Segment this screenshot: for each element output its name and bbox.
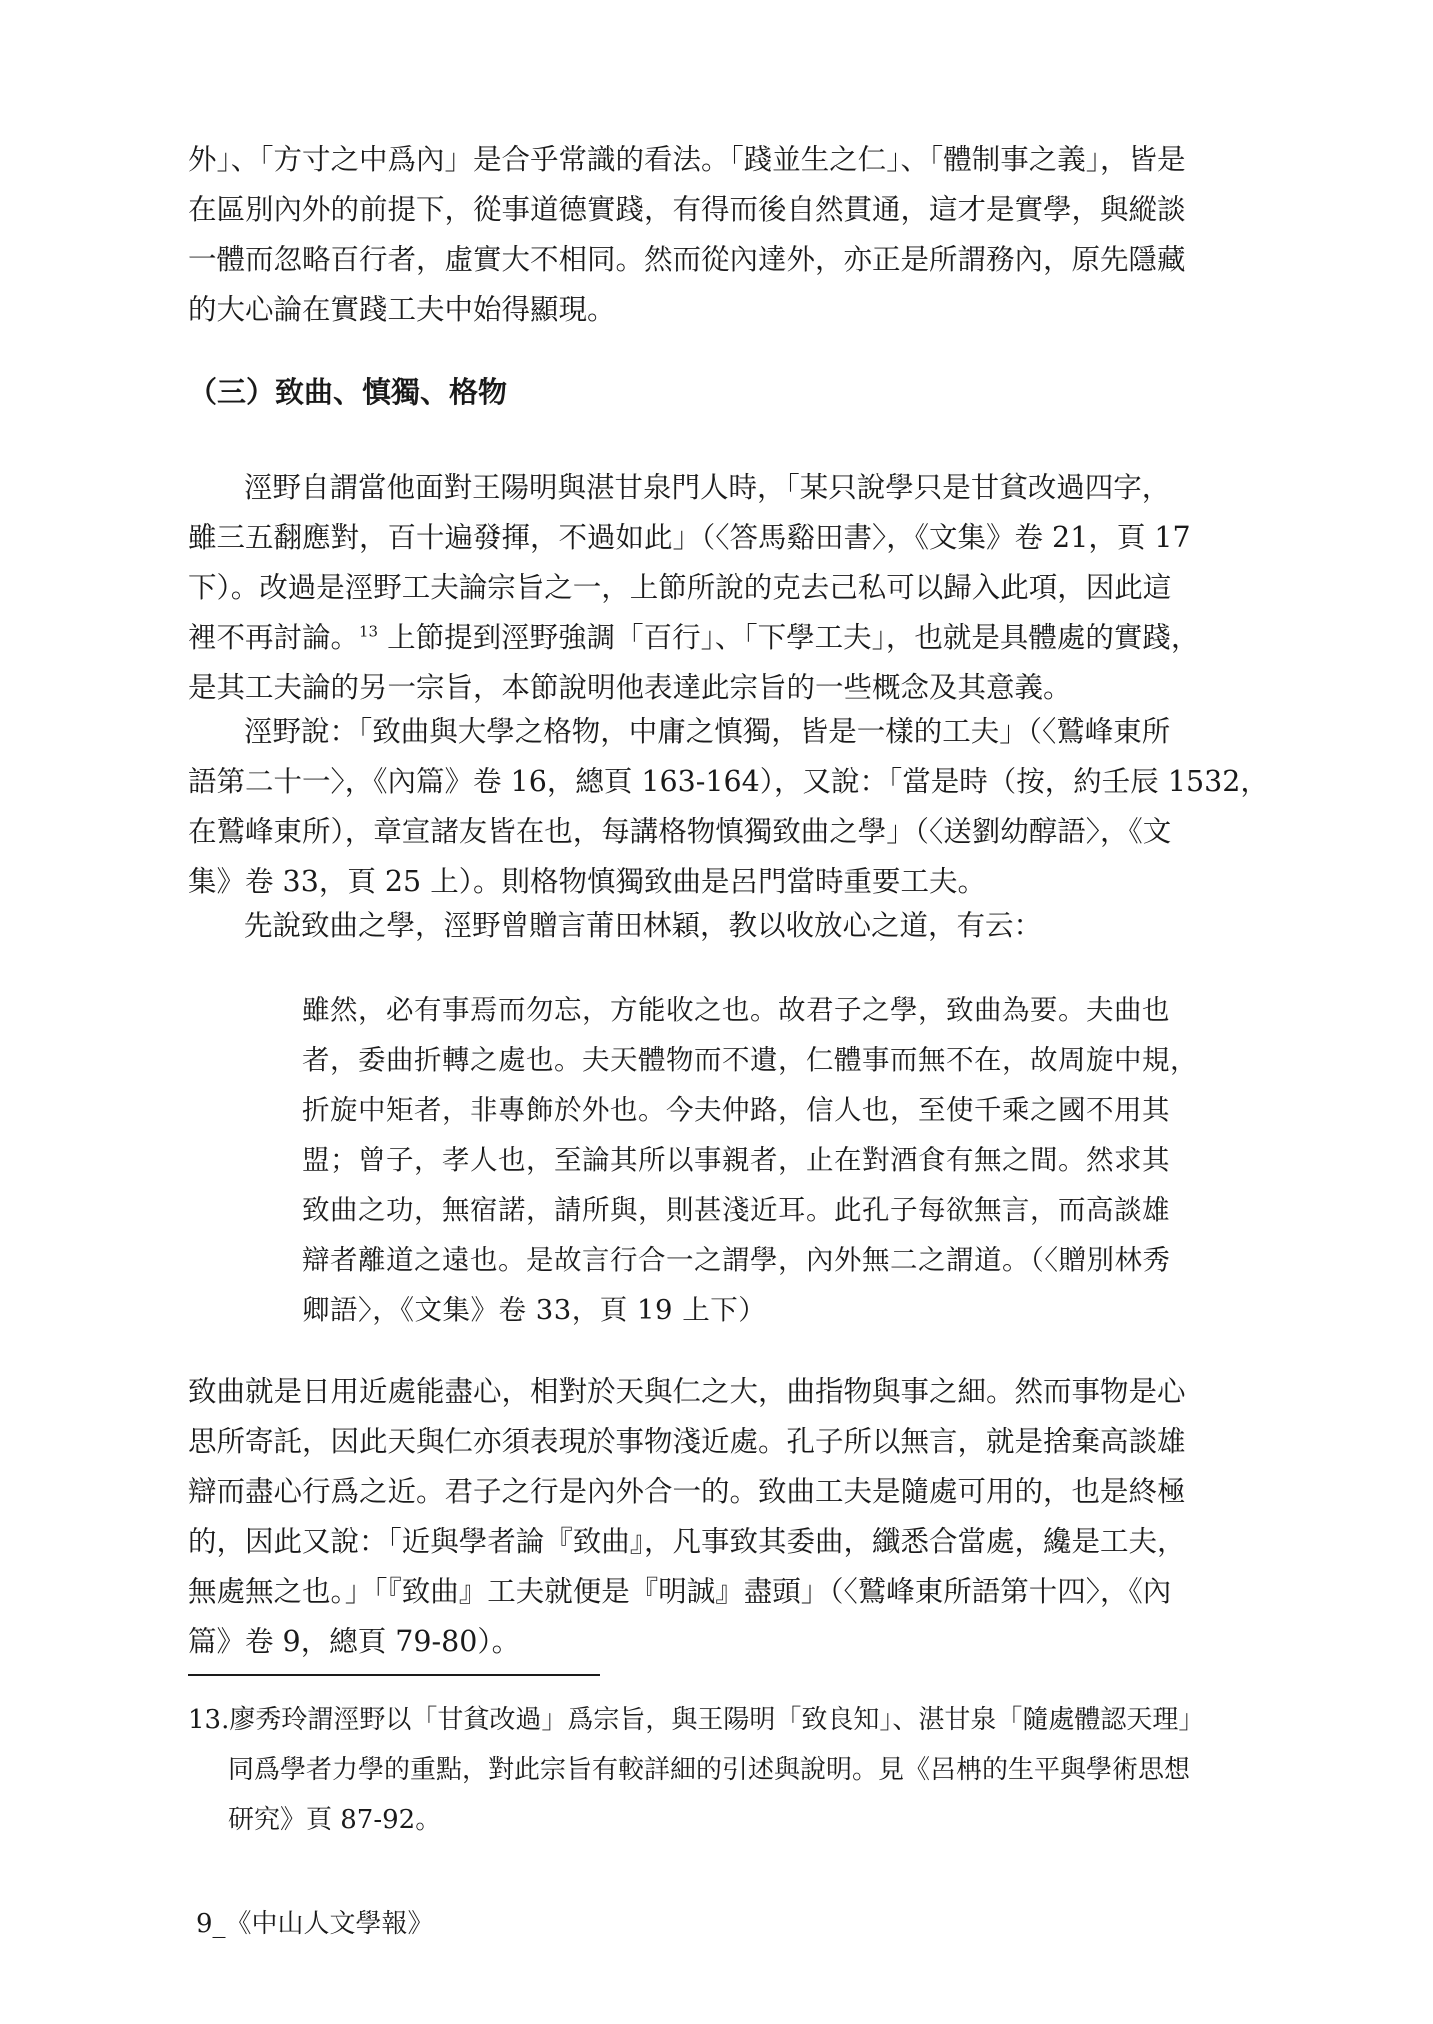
paragraph2-line3: 下）。改過是涇野工夫論宗旨之一，上節所說的克去己私可以歸入此項，因此這	[188, 571, 1172, 604]
quote-line6: 辯者離道之遠也。是故言行合一之謂學，內外無二之謂道。（〈贈別林秀	[302, 1244, 1171, 1276]
paragraph2-line5: 是其工夫論的另一宗旨，本節說明他表達此宗旨的一些概念及其意義。	[188, 671, 1072, 704]
footnote-separator	[188, 1674, 600, 1676]
paragraph2-line4	[188, 618, 1199, 658]
paragraph5-line6: 篇》卷 9，總頁 79-80）。	[188, 1625, 521, 1658]
quote-line4: 盟；曾子，孝人也，至論其所以事親者，止在對酒食有無之間。然求其	[302, 1144, 1170, 1176]
paragraph5-line1: 致曲就是日用近處能盡心，相對於天與仁之大，曲指物與事之細。然而事物是心	[188, 1375, 1186, 1408]
page-footer: 9_《中山人文學報》	[196, 1909, 434, 1939]
paragraph4: 先說致曲之學，涇野曾贈言莆田林穎，教以收放心之道，有云：	[244, 909, 1043, 942]
paragraph2-line4-start: 裡不再討論。	[188, 621, 360, 654]
paragraph2-line1: 涇野自謂當他面對王陽明與湛甘泉門人時，「某只說學只是甘貧改過四字，	[244, 471, 1171, 504]
quote-line3: 折旋中矩者，非專飾於外也。今夫仲路，信人也，至使千乘之國不用其	[302, 1094, 1170, 1126]
paragraph1-line4: 的大心論在實踐工夫中始得顯現。	[188, 293, 616, 326]
paragraph3-line1: 涇野說：「致曲與大學之格物，中庸之慎獨，皆是一樣的工夫」（〈鷲峰東所	[244, 715, 1171, 748]
paragraph2-line2: 雖三五翻應對，百十遍發揮，不過如此」（〈答馬谿田書〉，《文集》卷 21，頁 17	[188, 521, 1191, 554]
paragraph1-line1: 外」、「方寸之中爲內」是合乎常識的看法。「踐並生之仁」、「體制事之義」，皆是	[188, 143, 1186, 176]
paragraph3-line4: 集》卷 33，頁 25 上）。則格物慎獨致曲是呂門當時重要工夫。	[188, 865, 986, 898]
quote-line2: 者，委曲折轉之處也。夫天體物而不遺，仁體事而無不在，故周旋中規，	[302, 1044, 1198, 1076]
footnote-line3: 研究》頁 87-92。	[228, 1805, 442, 1835]
paragraph5-line5: 無處無之也。」「『致曲』工夫就便是『明誠』盡頭」（〈鷲峰東所語第十四〉，《內	[188, 1575, 1172, 1608]
quote-line1: 雖然，必有事焉而勿忘，方能收之也。故君子之學，致曲為要。夫曲也	[302, 994, 1170, 1026]
paragraph5-line3: 辯而盡心行爲之近。君子之行是內外合一的。致曲工夫是隨處可用的，也是終極	[188, 1475, 1186, 1508]
paragraph5-line4: 的，因此又說：「近與學者論『致曲』，凡事致其委曲，纖悉合當處，纔是工夫，	[188, 1525, 1186, 1558]
footnote-reference[interactable]: 13	[359, 622, 379, 641]
paragraph3-line2: 語第二十一〉，《內篇》卷 16，總頁 163-164），又說：「當是時（按，約壬辰 1532，	[188, 765, 1269, 798]
section-heading: （三）致曲、慎獨、格物	[188, 375, 508, 409]
paragraph1-line3: 一體而忽略百行者，虛實大不相同。然而從內達外，亦正是所謂務內，原先隱藏	[188, 243, 1186, 276]
paragraph5-line2: 思所寄託，因此天與仁亦須表現於事物淺近處。孔子所以無言，就是捨棄高談雄	[188, 1425, 1186, 1458]
footnote-line1: 13.廖秀玲謂涇野以「甘貧改過」爲宗旨，與王陽明「致良知」、湛甘泉「隨處體認天理」	[188, 1705, 1205, 1735]
paragraph2-line4-end: 上節提到涇野強調「百行」、「下學工夫」，也就是具體處的實踐，	[378, 621, 1200, 654]
paragraph1-line2: 在區別內外的前提下，從事道德實踐，有得而後自然貫通，這才是實學，與縱談	[188, 193, 1186, 226]
paragraph3-line3: 在鷲峰東所），章宣諸友皆在也，每講格物慎獨致曲之學」（〈送劉幼醇語〉，《文	[188, 815, 1172, 848]
quote-line7: 卿語〉，《文集》卷 33，頁 19 上下）	[302, 1294, 767, 1326]
footnote-line2: 同爲學者力學的重點，對此宗旨有較詳細的引述與說明。見《呂柟的生平與學術思想	[228, 1755, 1191, 1785]
quote-line5: 致曲之功，無宿諾，請所與，則甚淺近耳。此孔子每欲無言，而高談雄	[302, 1194, 1170, 1226]
